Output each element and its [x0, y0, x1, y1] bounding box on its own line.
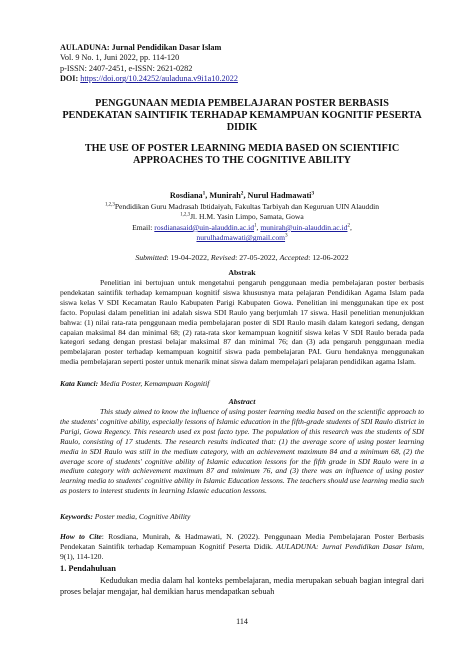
abstrak-text: Penelitian ini bertujuan untuk mengetahui pengaruh penggunaan media pembelajaran poster berbasis pendekatan saintifik terhadap kemampuan kognitif siswa khususnya mata pelajaran Pendidikan Agama Islam pada siswa kelas V SDI Kecamatan Raulo Kabupaten Parigi Kabupaten Gowa. Penelitian ini menggunakan tipe ex post facto. Populasi dalam penelitian ini adalah siswa SDI Raulo yang berjumlah 17 siswa. Hasil penelitian menunjukkan bahwa: (1) nilai rata-rata penggunaan media pembelajaran poster di SDI Raulo masih dalam kategori sedang, dengan capaian maksimal 84 dan minimal 68; (2) rata-rata skor kemampuan kognitif siswa kelas V SDI Raulo berada pada kategori sedang dengan prestasi belajar maksimal 87 dan minimal 76; dan (3) ada pengaruh penggunaan media pembelajaran poster terhadap kemampuan kognitif siswa pada pembelajaran PAI. Guru hendaknya menggunakan media pembelajaran seperti poster untuk menarik minat siswa dalam mempelajari pelajaran pendidikan agama Islam. — [60, 278, 424, 367]
keywords — [60, 512, 424, 521]
affiliation-line — [60, 202, 424, 212]
cite-tail: , 9(1), 114-120. — [60, 541, 424, 561]
how-to-cite — [60, 532, 424, 562]
journal-header — [60, 43, 424, 85]
submitted-date: : 19-04-2022, — [166, 253, 211, 262]
email-label: Email: — [132, 222, 155, 232]
author-sup: 1 — [202, 190, 206, 197]
kata-kunci — [60, 379, 424, 388]
address-line — [60, 212, 424, 222]
cite-label: How to Cite — [60, 532, 102, 541]
email-link[interactable]: nurulhadmawati@gmail.com — [196, 233, 286, 243]
submission-dates — [60, 253, 424, 262]
author-separator: , — [243, 191, 248, 200]
kata-kunci-label: Kata Kunci: — [60, 379, 99, 388]
kata-kunci-values: Media Poster, Kemampuan Kognitif — [98, 379, 210, 388]
affiliation-sup: 1,2,3 — [104, 202, 115, 208]
section-heading: 1. Pendahuluan — [60, 564, 116, 573]
address-text: Jl. H.M. Yasin Limpo, Samata, Gowa — [190, 212, 304, 222]
abstrak-heading: Abstrak — [228, 268, 256, 277]
email-line — [60, 233, 424, 243]
email-sup: 1 — [254, 223, 257, 229]
revised-date: : 27-05-2022, — [235, 253, 280, 262]
doi-label: DOI: — [60, 74, 79, 84]
email-sup: 2 — [347, 223, 350, 229]
doi-link[interactable]: https://doi.org/10.24252/auladuna.v9i1a10.2022 — [80, 74, 238, 84]
page-number: 114 — [236, 617, 248, 626]
email-line: Email: $rosdianasaid@uin-alauddin.ac.id^1$, $munirah@uin-alauddin.ac.id^2$, — [132, 222, 352, 232]
cite-journal: AULADUNA: Jurnal Pendidikan Dasar Islam — [276, 541, 423, 551]
journal-title: AULADUNA: Jurnal Pendidikan Dasar Islam — [60, 43, 222, 52]
section-paragraph: Kedudukan media dalam hal konteks pembelajaran, media merupakan sebuah bagian integral dari proses belajar mengajar, hal demikian harus mendapatkan sebuah — [60, 576, 424, 596]
journal-issn: p-ISSN: 2407-2451, e-ISSN: 2621-0282 — [60, 63, 193, 73]
abstract-text: This study aimed to know the influence of using poster learning media based on the scientific approach to the students' cognitive ability, especially lessons of Islamic education in the fifth-grade students of SDI Raulo district in Parigi, Gowa Regency. This research used ex post facto type. The population of this research was the students of SDI Raulo, consisting of 17 students. The research results indicated that: (1) the average score of using poster learning media in SDI Raulo was still in the medium category, with an achievement maximum 84 and a minimum 68, (2) the average score of students' cognitive ability of Islamic education lessons for the fifth grade in SDI Raulo were in a medium category with achievement maximum 87 and minimum 76, and (3) there was an influence of using poster learning media to students' cognitive ability in Islamic Education lessons. The teachers should use learning media such as posters to interest students in learning Islamic education lessons. — [60, 407, 424, 496]
title-indonesian: PENGGUNAAN MEDIA PEMBELAJARAN POSTER BERBASIS PENDEKATAN SAINTIFIK TERHADAP KEMAMPUAN KOGNITIF PESERTA DIDIK — [62, 98, 422, 134]
author-list — [60, 191, 424, 200]
address-sup: 1,2,3 — [180, 212, 191, 218]
revised-label: Revised — [210, 253, 236, 262]
author-sup: 3 — [311, 190, 315, 197]
author-name: Munirah — [209, 191, 241, 200]
journal-doi — [60, 74, 424, 84]
author-name: Rosdiana — [169, 191, 203, 200]
affiliation-block — [60, 202, 424, 244]
accepted-label: Accepted — [279, 253, 309, 262]
abstract-heading: Abstract — [228, 397, 256, 406]
keywords-label: Keywords: — [60, 512, 93, 521]
title-english: THE USE OF POSTER LEARNING MEDIA BASED ON SCIENTIFIC APPROACHES TO THE COGNITIVE ABILITY — [84, 143, 400, 167]
cite-text: : Rosdiana, Munirah, & Hadmawati, N. (2022). Penggunaan Media Pembelajaran Poster Berbasis Pendekatan Saintifik terhadap Kemampuan Kognitif Peserta Didik. — [60, 532, 424, 551]
email-link[interactable]: munirah@uin-alauddin.ac.id — [260, 222, 348, 232]
affiliation-text: Pendidikan Guru Madrasah Ibtidaiyah, Fakultas Tarbiyah dan Keguruan UIN Alauddin — [114, 202, 380, 211]
author-sup: 2 — [240, 190, 244, 197]
email-sup: 3 — [285, 233, 288, 239]
submitted-label: Submitted — [135, 253, 167, 262]
keywords-values: Poster media, Cognitive Ability — [92, 512, 191, 521]
accepted-date: : 12-06-2022 — [308, 253, 349, 262]
author-separator: , — [205, 191, 210, 200]
journal-volume: Vol. 9 No. 1, Juni 2022, pp. 114-120 — [60, 53, 180, 63]
email-link[interactable]: rosdianasaid@uin-alauddin.ac.id — [154, 222, 255, 232]
author-name: Nurul Hadmawati — [247, 191, 312, 200]
